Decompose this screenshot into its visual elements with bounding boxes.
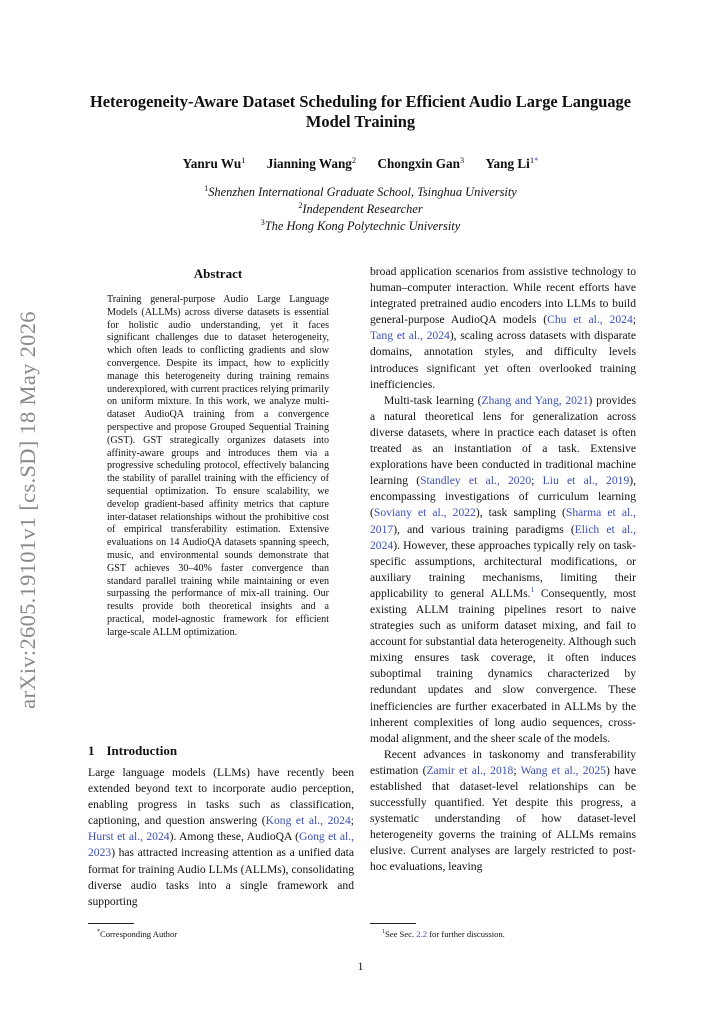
footnote-rule-left bbox=[88, 923, 134, 924]
right-column-intro bbox=[370, 264, 636, 876]
affiliation-1: $^1$Shenzhen International Graduate School, Tsinghua University bbox=[204, 184, 517, 199]
citation-link[interactable]: Standley et al., 2020 bbox=[420, 474, 532, 488]
left-column-intro bbox=[88, 765, 354, 910]
arxiv-identifier-stamp bbox=[6, 295, 50, 725]
section-reference-link[interactable]: 2.2 bbox=[416, 929, 428, 939]
citation-link[interactable]: Tang et al., 2024 bbox=[370, 329, 450, 343]
citation-link[interactable]: Wang et al., 2025 bbox=[520, 763, 606, 777]
page-number: 1 bbox=[357, 960, 364, 973]
citation-link[interactable]: Sharma et al., 2017 bbox=[370, 506, 636, 536]
section-title: Introduction bbox=[106, 743, 178, 758]
author-4: Yang $Li^{1*}$ bbox=[485, 155, 539, 171]
affiliation-2: $^2$Independent Researcher bbox=[298, 201, 423, 216]
author-list bbox=[90, 152, 631, 172]
citation-link[interactable]: Liu et al., 2019 bbox=[542, 474, 630, 488]
citation-link[interactable]: Hurst et al., 2024 bbox=[88, 830, 170, 844]
arxiv-identifier-text: arXiv:2605.19101v1 [cs.SD] 18 May 2026 bbox=[15, 311, 40, 709]
citation-link[interactable]: Chu et al., 2024 bbox=[547, 313, 633, 327]
citation-link[interactable]: Gong et al., 2023 bbox=[88, 830, 354, 860]
section-number: 1 bbox=[88, 743, 95, 758]
footnote-corresponding-author: *Corresponding Author bbox=[97, 929, 178, 939]
abstract-text: Training general-purpose Audio Large Language Models (ALLMs) across diverse datasets is essential for holistic audio understanding, yet it faces significant challenges due to dataset heterogeneity, which often leads to conflicting gradients and slow convergence. Despite its impact, how to explicitly manage this heterogeneity during training remains underexplored, with current practices relying primarily on uniform mixture. In this work, we analyze multi-dataset AudioQA training from a convergence perspective and propose Grouped Sequential Training (GST). GST strategically organizes datasets into affinity-aware groups and introduces them via a progressive scheduling protocol, effectively balancing the stability of parallel training with the efficiency of sequential optimization. To ensure scalability, we develop gradient-based affinity metrics that capture inter-dataset relationships without the prohibitive cost of empirical transferability estimation. Extensive evaluations on 14 AudioQA datasets spanning speech, music, and environmental sounds demonstrate that GST achieves 30–40% faster convergence than standard parallel training while maintaining or even surpassing the performance of mix-all training. Our results provide both theoretical insights and a practical, model-agnostic framework for efficient large-scale ALLM optimization. bbox=[107, 294, 329, 638]
footnote-1: $^1$See Sec. 2.2 for further discussion. bbox=[382, 929, 505, 939]
citation-link[interactable]: Elich et al., 2024 bbox=[370, 522, 636, 552]
citation-link[interactable]: Zhang and Yang, 2021 bbox=[481, 393, 589, 407]
section-heading-introduction bbox=[88, 743, 177, 759]
footnote-rule-right bbox=[370, 923, 416, 924]
author-1: Yanru Wu$^1$ bbox=[182, 155, 246, 171]
abstract-heading: Abstract bbox=[193, 266, 243, 281]
intro-paragraph-3: Recent advances in taskonomy and transferability estimation (Zamir et al., 2018; Wang et al., 2025) have established that dataset-level relationships can be successfully quantified. Yet despite this progress, a systematic understanding of how dataset-level heterogeneity governs the training of ALLMs remains elusive. Current analyses are largely restricted to post-hoc evaluations, leaving bbox=[370, 747, 636, 874]
citation-link[interactable]: Soviany et al., 2022 bbox=[373, 506, 476, 520]
citation-link[interactable]: Kong et al., 2024 bbox=[265, 814, 351, 828]
intro-paragraph-2: Multi-task learning (Zhang and Yang, 2021) provides a natural theoretical lens for generalization across diverse datasets, where in practice each dataset is often treated as an instantiation of a task. Extensive explorations have been conducted in traditional machine learning (Standley et al., 2020; Liu et al., 2019), encompassing investigations of curriculum learning (Soviany et al., 2022), task sampling (Sharma et al., 2017), and various training paradigms (Elich et al., 2024). However, these approaches typically rely on task-specific assumptions, architectural modifications, or auxiliary training mechanisms, limiting their applicability to general ALLMs.$^1$ Consequently, most existing ALLM training pipelines resort to naive strategies such as uniform dataset mixing, and fail to account for substantial data heterogeneity. Although such mixing ensures task coverage, it often induces suboptimal training dynamics characterized by redundant updates and slow convergence. These inefficiencies are further exacerbated in ALLMs by the inherent complexities of long audio sequences, cross-modal alignment, and the sheer scale of the models. bbox=[370, 393, 637, 745]
citation-link[interactable]: Zamir et al., 2018 bbox=[426, 763, 514, 777]
paper-title: Heterogeneity-Aware Dataset Scheduling for Efficient Audio Large Language Model Training bbox=[90, 92, 631, 131]
intro-paragraph-1: Large language models (LLMs) have recently been extended beyond text to incorporate audio perception, enabling progress in tasks such as classification, captioning, and question answering (Kong et al., 2024; Hurst et al., 2024). Among these, AudioQA (Gong et al., 2023) has attracted increasing attention as a unified data format for training Audio LLMs (ALLMs), consolidating diverse audio tasks into a single framework and supporting bbox=[88, 766, 354, 908]
author-2: Jianning Wang$^2$ bbox=[266, 155, 357, 171]
corresponding-author-mark[interactable]: * bbox=[534, 155, 539, 165]
affiliation-3: $^3$The Hong Kong Polytechnic University bbox=[260, 218, 461, 233]
author-3: Chongxin Gan$^3$ bbox=[377, 155, 465, 171]
footnote-marker-link[interactable]: 1 bbox=[530, 584, 535, 594]
intro-paragraph-1-continued: broad application scenarios from assistive technology to human–computer interaction. While recent efforts have integrated pretrained audio encoders into LLMs to build general-purpose AudioQA models (Chu et al., 2024; Tang et al., 2024), scaling across datasets with disparate domains, annotation styles, and difficulty levels introduces significant yet often overlooked training inefficiencies. bbox=[370, 265, 636, 391]
